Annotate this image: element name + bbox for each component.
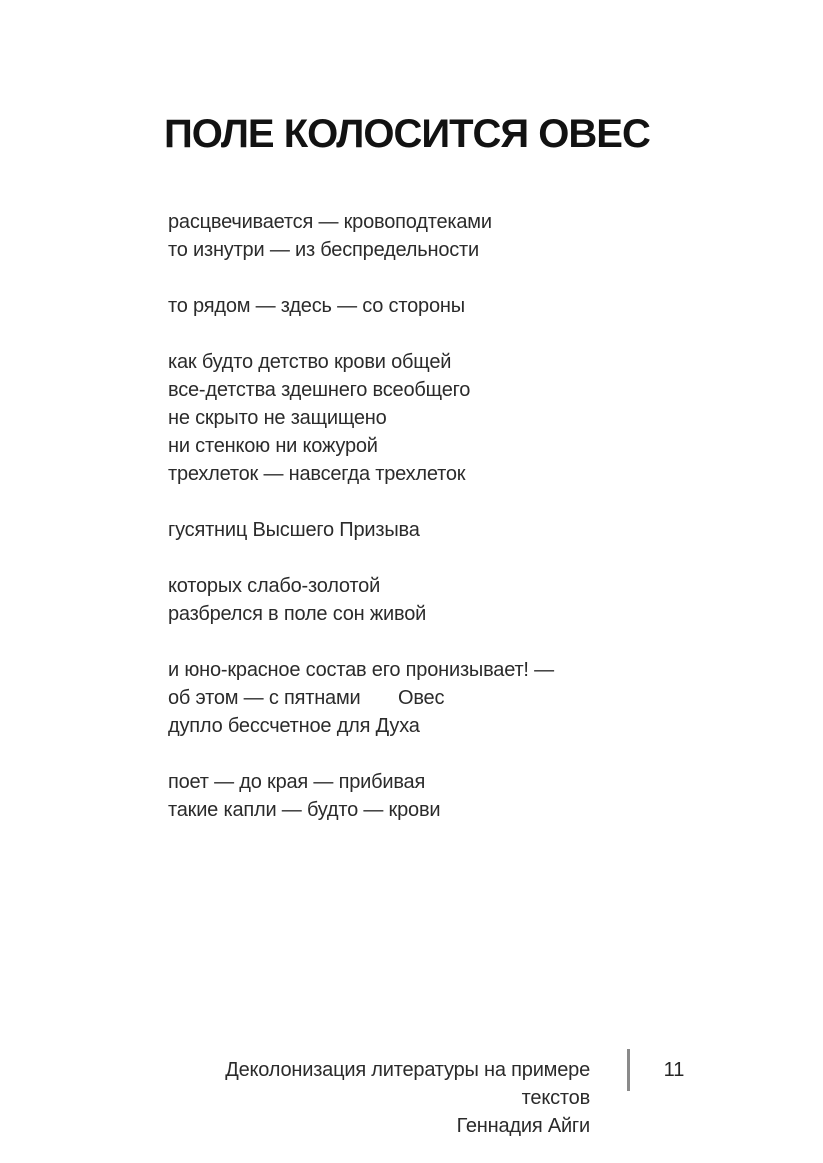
poem-line: разбрелся в поле сон живой [168,603,427,625]
poem-body [168,208,554,824]
poem-line: поет — до края — прибивая [168,771,426,793]
poem-line: ни стенкою ни кожурой [168,435,378,457]
poem-line: дупло бессчетное для Духа [168,715,420,737]
poem-line: как будто детство крови общей [168,351,452,373]
footer-divider [627,1049,630,1091]
poem-line: не скрыто не защищено [168,407,387,429]
stanza-1 [168,208,554,264]
poem-title: ПОЛЕ КОЛОСИТСЯ ОВЕС [164,112,650,156]
footer-running-title-line2: Геннадия Айги [456,1115,590,1137]
poem-line: то изнутри — из беспредельности [168,239,479,261]
stanza-7 [168,768,554,824]
page-number: 11 [663,1059,685,1081]
poem-line: трехлеток — навсегда трехлеток [168,463,466,485]
poem-line: то рядом — здесь — со стороны [168,295,465,317]
stanza-3 [168,348,554,488]
footer-running-title [165,1056,590,1140]
poem-line: все-детства здешнего всеобщего [168,379,471,401]
footer-running-title-line1: Деколонизация литературы на примере текстов [225,1059,590,1109]
poem-line: расцвечивается — кровоподтеками [168,211,492,233]
stanza-5 [168,572,554,628]
stanza-6 [168,656,554,740]
poem-line: такие капли — будто — крови [168,799,441,821]
poem-line: которых слабо-золотой [168,575,381,597]
stanza-2 [168,292,554,320]
poem-line: об этом — с пятнами Овес [168,687,445,709]
stanza-4 [168,516,554,544]
poem-line: и юно-красное состав его пронизывает! — [168,659,554,681]
poem-line: гусятниц Высшего Призыва [168,519,420,541]
